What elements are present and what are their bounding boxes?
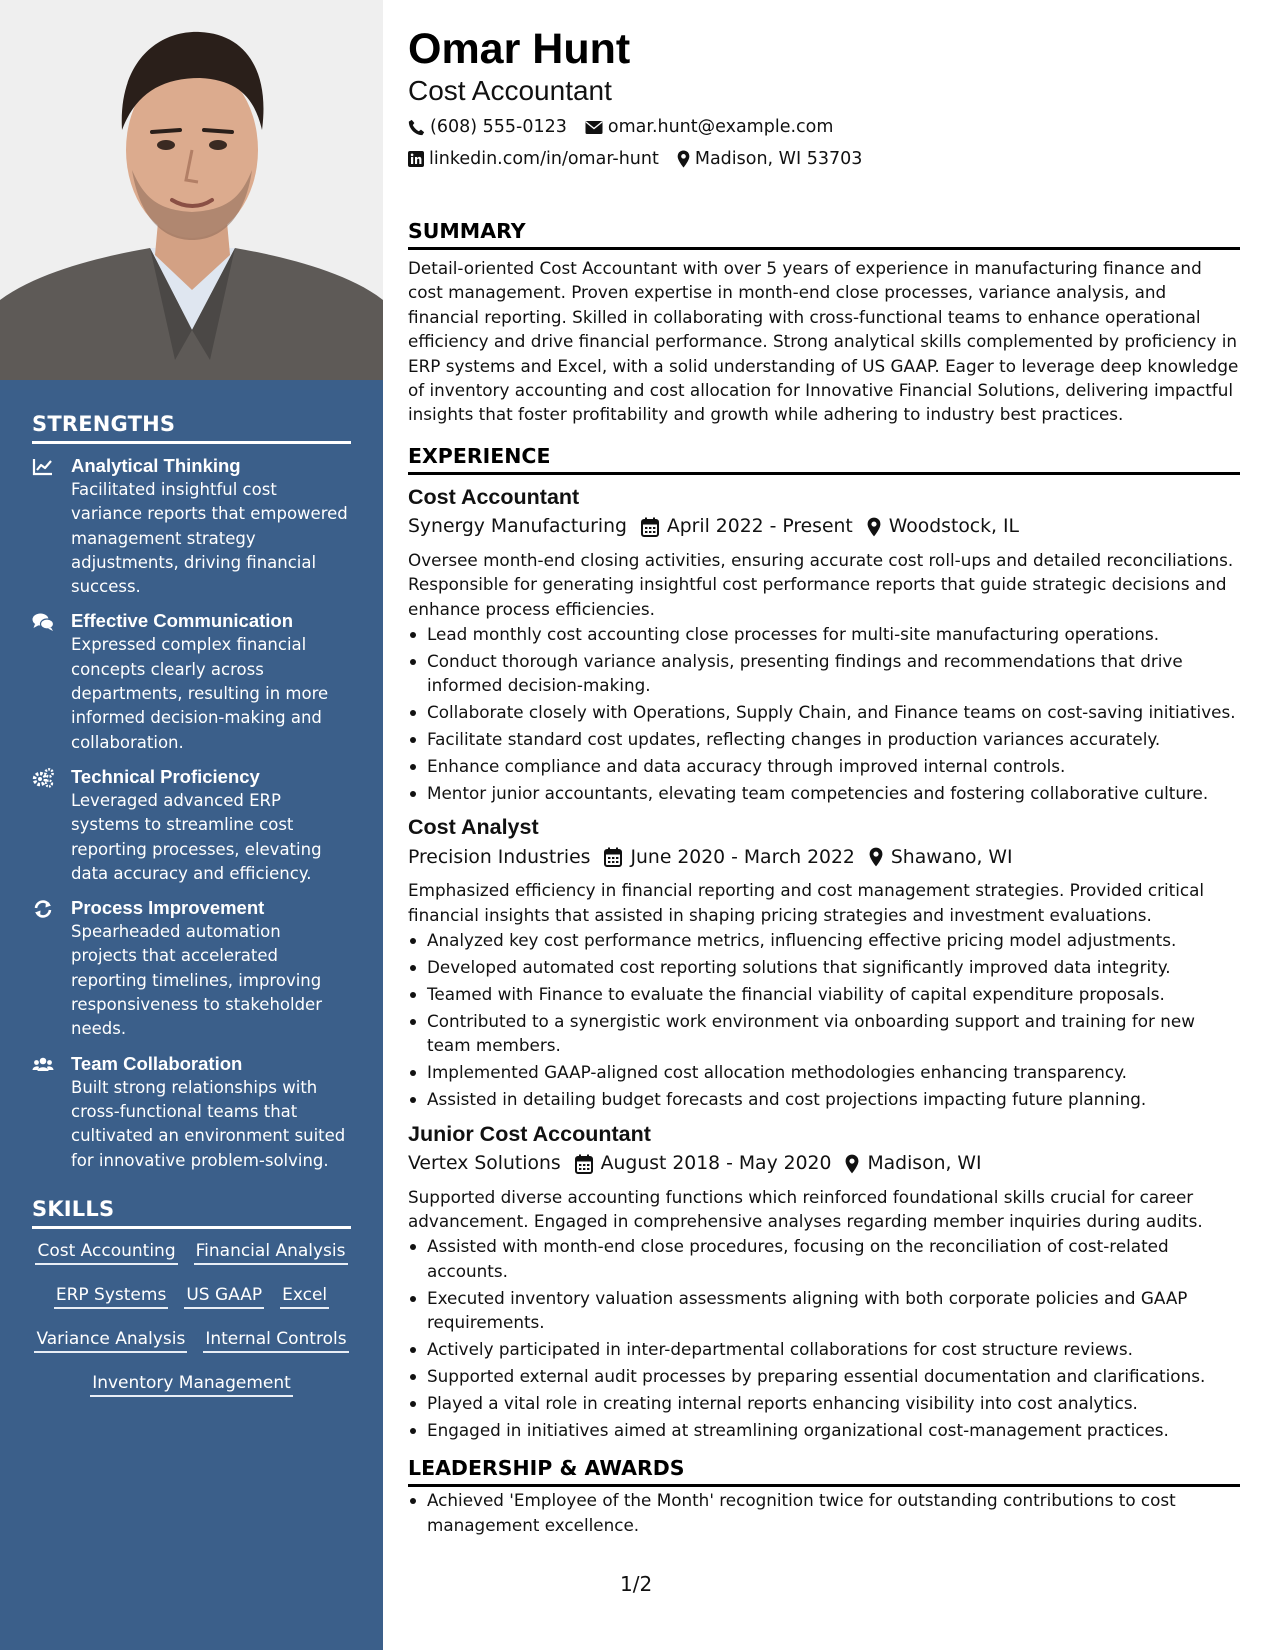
skill-tag: ERP Systems	[54, 1282, 168, 1309]
strength-item	[32, 766, 351, 886]
job-location-text: Woodstock, IL	[888, 516, 1019, 538]
job-bullets	[408, 1234, 1240, 1442]
chart-line-icon	[32, 457, 54, 477]
job-bullets	[408, 622, 1240, 805]
bullet-item: Implemented GAAP-aligned cost allocation methodologies enhancing transparency.	[408, 1060, 1240, 1084]
awards-heading: LEADERSHIP & AWARDS	[408, 1456, 1240, 1487]
job-meta	[408, 515, 1240, 539]
map-marker-icon	[869, 847, 883, 867]
job-dates-text: April 2022 - Present	[666, 516, 853, 538]
calendar-icon	[604, 847, 622, 867]
bullet-item: Analyzed key cost performance metrics, influencing effective pricing model adjustments.	[408, 928, 1240, 952]
bullet-item: Supported external audit processes by preparing essential documentation and clarifications.	[408, 1364, 1240, 1388]
strength-title: Technical Proficiency	[71, 765, 260, 787]
strength-item	[32, 455, 351, 599]
map-marker-icon	[867, 517, 881, 537]
strength-title: Effective Communication	[71, 610, 294, 632]
contact-row	[408, 116, 1240, 138]
job-location	[867, 516, 1019, 537]
sync-icon	[32, 899, 54, 919]
sidebar	[0, 0, 383, 1650]
phone-contact	[408, 117, 567, 137]
company-name: Vertex Solutions	[408, 1153, 561, 1175]
company-name: Precision Industries	[408, 846, 591, 868]
skill-tag: Cost Accounting	[35, 1238, 177, 1265]
job-meta	[408, 845, 1240, 869]
job-dates	[604, 847, 854, 868]
bullet-item: Conduct thorough variance analysis, presenting findings and recommendations that drive informed decision-making.	[408, 649, 1240, 698]
bullet-item: Collaborate closely with Operations, Supply Chain, and Finance teams on cost-saving initiatives.	[408, 700, 1240, 724]
job-title-header: Cost Accountant	[408, 75, 612, 106]
strength-item	[32, 610, 351, 754]
job-description: Supported diverse accounting functions which reinforced foundational skills crucial for career advancement. Engaged in comprehensive analyses regarding member inquiries during audits.	[408, 1186, 1203, 1231]
summary-text: Detail-oriented Cost Accountant with over 5 years of experience in manufacturing finance and cost management. Proven expertise in month-end close processes, variance analysis, and financial reporting. Skilled in collaborating with cross-functional teams to enhance operational efficiency and drive financial performance. Strong analytical skills complemented by proficiency in ERP systems and Excel, with a solid understanding of US GAAP. Eager to leverage deep knowledge of inventory accounting and cost allocation for Innovative Financial Solutions, delivering impactful insights that foster profitability and growth while adhering to industry best practices.	[408, 258, 1239, 425]
linkedin-contact[interactable]	[408, 149, 659, 169]
contact-row	[408, 148, 1240, 170]
experience-heading: EXPERIENCE	[408, 444, 1240, 475]
skill-tag: Internal Controls	[203, 1326, 348, 1353]
job-bullets	[408, 928, 1240, 1111]
email-contact[interactable]	[585, 117, 834, 137]
summary-heading: SUMMARY	[408, 219, 1240, 250]
job-entry	[408, 483, 1240, 806]
job-title: Junior Cost Accountant	[408, 1121, 651, 1146]
page-number: 1/2	[620, 1572, 653, 1596]
location-contact	[677, 149, 863, 169]
job-dates-text: June 2020 - March 2022	[630, 846, 855, 868]
skill-tag: Financial Analysis	[194, 1238, 348, 1265]
linkedin-icon	[408, 151, 424, 167]
job-title: Cost Accountant	[408, 484, 580, 509]
strength-title: Team Collaboration	[71, 1052, 243, 1074]
skill-tag: Excel	[280, 1282, 329, 1309]
envelope-icon	[585, 120, 603, 135]
award-item: Achieved 'Employee of the Month' recognition twice for outstanding contributions to cost management excellence.	[408, 1488, 1240, 1537]
strength-item	[32, 897, 351, 1041]
strength-title: Process Improvement	[71, 897, 265, 919]
job-meta	[408, 1152, 1240, 1176]
phone-number: (608) 555-0123	[430, 117, 567, 137]
job-dates-text: August 2018 - May 2020	[600, 1153, 832, 1175]
job-title: Cost Analyst	[408, 815, 539, 840]
strength-title: Analytical Thinking	[71, 455, 241, 476]
company-name: Synergy Manufacturing	[408, 516, 627, 538]
candidate-name: Omar Hunt	[408, 25, 631, 73]
phone-icon	[408, 119, 425, 136]
strength-description: Facilitated insightful cost variance reports that empowered management strategy adjustments, driving financial success.	[71, 480, 348, 597]
bullet-item: Contributed to a synergistic work environment via onboarding support and training for new team members.	[408, 1009, 1240, 1058]
bullet-item: Assisted in detailing budget forecasts and cost projections impacting future planning.	[408, 1087, 1240, 1111]
job-dates	[575, 1153, 832, 1174]
bullet-item: Lead monthly cost accounting close processes for multi-site manufacturing operations.	[408, 622, 1240, 646]
job-dates	[641, 516, 853, 537]
users-icon	[32, 1055, 54, 1075]
skill-tag: US GAAP	[184, 1282, 264, 1309]
strength-description: Expressed complex financial concepts clearly across departments, resulting in more informed decision-making and collaboration.	[71, 635, 329, 752]
job-location-text: Madison, WI	[867, 1153, 982, 1175]
bullet-item: Enhance compliance and data accuracy through improved internal controls.	[408, 754, 1240, 778]
comments-icon	[32, 612, 54, 632]
strength-description: Spearheaded automation projects that accelerated reporting timelines, improving responsiveness to stakeholder needs.	[71, 922, 322, 1039]
map-marker-icon	[845, 1154, 859, 1174]
strengths-heading: STRENGTHS	[32, 412, 351, 444]
location-text: Madison, WI 53703	[694, 149, 863, 169]
job-description: Oversee month-end closing activities, ensuring accurate cost roll-ups and detailed reconciliations. Responsible for generating insightful cost performance reports that guide strategic decisions and enhance process efficiencies.	[408, 549, 1234, 619]
bullet-item: Executed inventory valuation assessments aligning with both corporate policies and GAAP requirements.	[408, 1286, 1240, 1335]
job-entry	[408, 1120, 1240, 1443]
job-location	[869, 847, 1013, 868]
profile-photo	[0, 0, 383, 380]
skills-heading: SKILLS	[32, 1197, 351, 1229]
strength-description: Built strong relationships with cross-functional teams that cultivated an environment suited for innovative problem-solving.	[71, 1077, 346, 1170]
calendar-icon	[575, 1154, 593, 1174]
email-address[interactable]: omar.hunt@example.com	[607, 117, 834, 137]
job-location	[845, 1153, 981, 1174]
map-marker-icon	[677, 150, 690, 168]
bullet-item: Engaged in initiatives aimed at streamlining organizational cost-management practices.	[408, 1418, 1240, 1442]
job-description: Emphasized efficiency in financial reporting and cost management strategies. Provided critical financial insights that assisted in shaping pricing strategies and investment evaluations.	[408, 880, 1205, 925]
bullet-item: Teamed with Finance to evaluate the financial viability of capital expenditure proposals.	[408, 982, 1240, 1006]
job-location-text: Shawano, WI	[890, 846, 1013, 868]
awards-list	[408, 1488, 1240, 1537]
bullet-item: Facilitate standard cost updates, reflecting changes in production variances accurately.	[408, 727, 1240, 751]
calendar-icon	[641, 517, 659, 537]
main-content	[408, 0, 1240, 1539]
bullet-item: Actively participated in inter-departmental collaborations for cost structure reviews.	[408, 1337, 1240, 1361]
skill-tag: Inventory Management	[90, 1370, 293, 1397]
skills-list	[32, 1238, 351, 1397]
bullet-item: Played a vital role in creating internal reports enhancing visibility into cost analytics.	[408, 1391, 1240, 1415]
job-entry	[408, 813, 1240, 1111]
skill-tag: Variance Analysis	[34, 1326, 187, 1353]
strength-item	[32, 1053, 351, 1173]
gears-icon	[32, 768, 54, 788]
strength-description: Leveraged advanced ERP systems to streamline cost reporting processes, elevating data accuracy and efficiency.	[71, 790, 322, 883]
bullet-item: Developed automated cost reporting solutions that significantly improved data integrity.	[408, 955, 1240, 979]
bullet-item: Assisted with month-end close procedures, focusing on the reconciliation of cost-related accounts.	[408, 1234, 1240, 1283]
linkedin-url[interactable]: linkedin.com/in/omar-hunt	[429, 149, 659, 169]
bullet-item: Mentor junior accountants, elevating team competencies and fostering collaborative culture.	[408, 781, 1240, 805]
